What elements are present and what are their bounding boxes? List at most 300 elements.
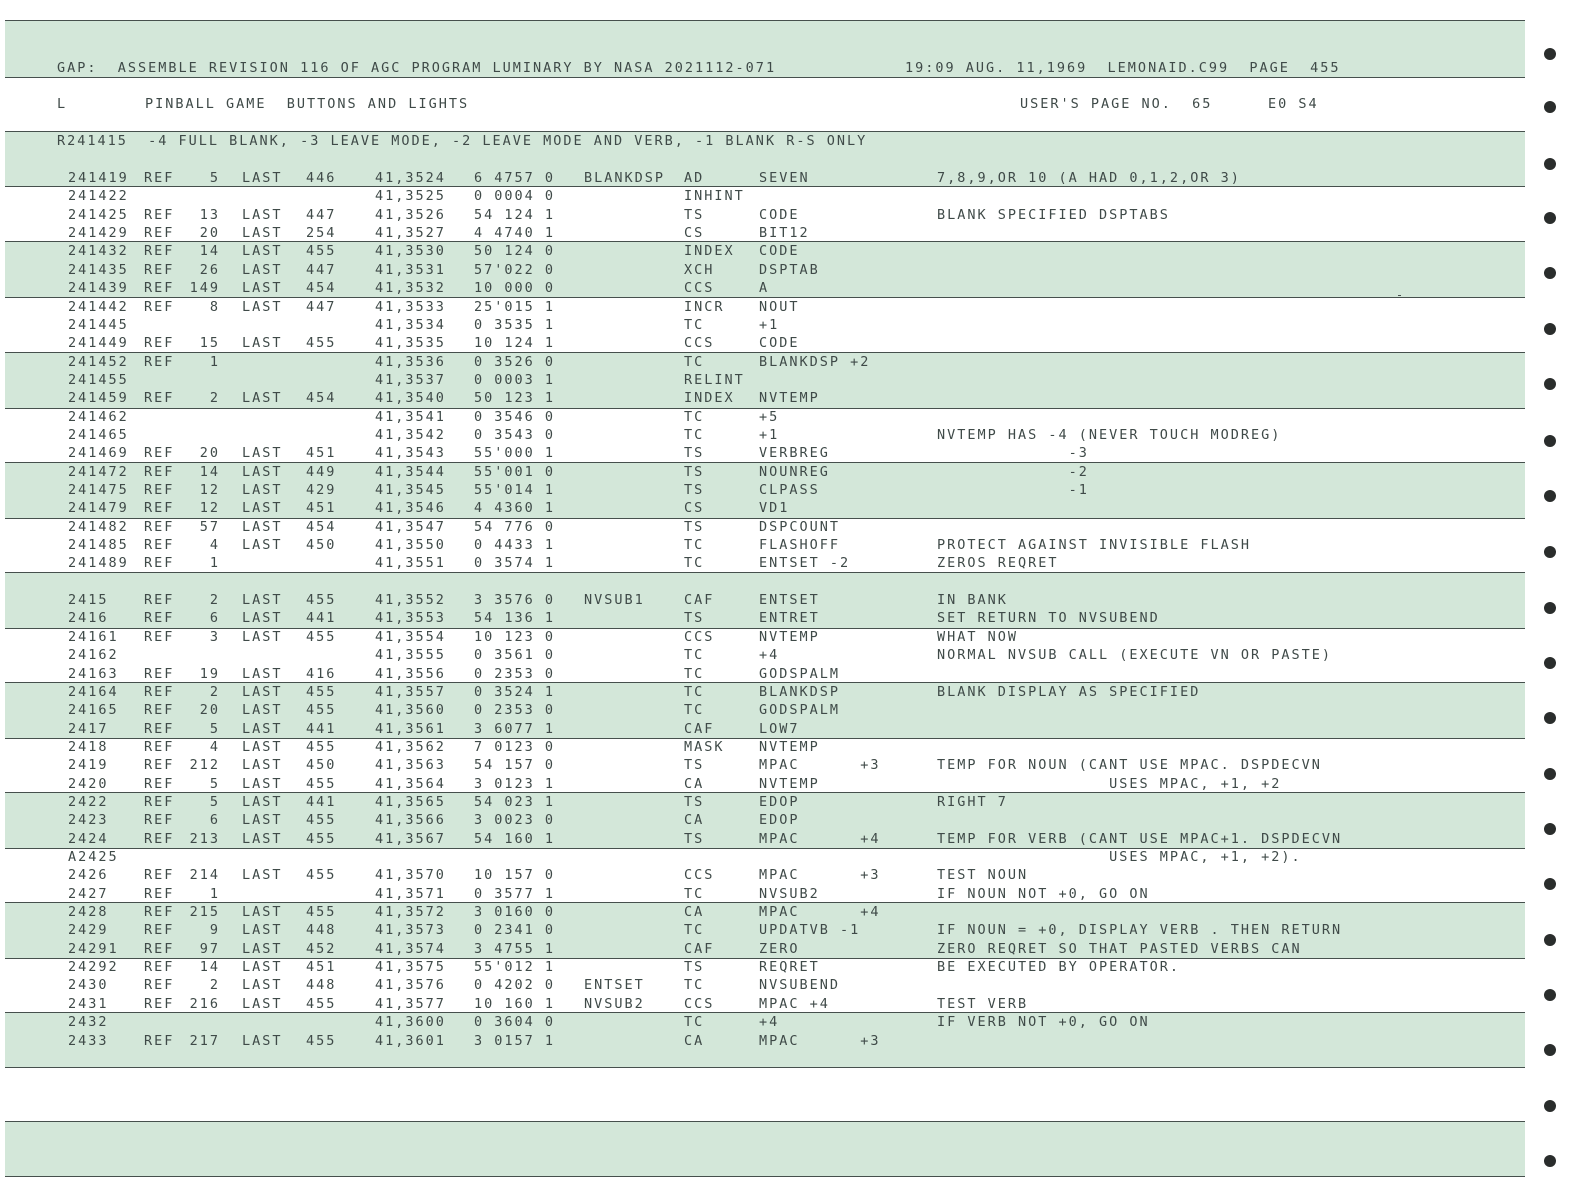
last-keyword: LAST: [242, 793, 283, 810]
address: 41,3545: [375, 482, 446, 498]
octal-word: 0 4433 1: [474, 537, 556, 553]
address: 41,3551: [375, 555, 446, 572]
listing-line: [0, 536, 1520, 554]
location: A2425: [68, 849, 119, 865]
opcode: TC: [684, 353, 705, 370]
octal-word: 0 3526 0: [474, 353, 556, 370]
address: 41,3536: [375, 353, 446, 370]
comment: NORMAL NVSUB CALL (EXECUTE VN OR PASTE): [937, 647, 1332, 664]
last-keyword: LAST: [242, 977, 283, 994]
operand: DSPTAB: [759, 261, 820, 278]
octal-word: 54 160 1: [474, 830, 556, 847]
ref-keyword: REF: [144, 977, 175, 994]
comment: BE EXECUTED BY OPERATOR.: [937, 959, 1181, 976]
operand: EDOP: [759, 812, 800, 829]
listing-line: [0, 353, 1520, 371]
comment: -1: [937, 482, 1089, 498]
octal-word: 3 0157 1: [474, 1032, 556, 1049]
last-page: 455: [306, 738, 337, 755]
location: 2429: [68, 922, 109, 939]
feed-hole: [1544, 602, 1556, 614]
ref-keyword: REF: [144, 500, 175, 517]
address: 41,3543: [375, 445, 446, 462]
opcode: CA: [684, 812, 705, 829]
last-keyword: LAST: [242, 518, 283, 535]
last-keyword: LAST: [242, 702, 283, 719]
comment: IF NOUN = +0, DISPLAY VERB . THEN RETURN: [937, 922, 1343, 939]
octal-word: 0 3604 0: [474, 1014, 556, 1031]
last-page: 450: [306, 537, 337, 553]
stray-mark: [1398, 295, 1401, 296]
address: 41,3531: [375, 261, 446, 278]
last-page: 455: [306, 904, 337, 920]
feed-hole: [1544, 546, 1556, 558]
operand: SEVEN: [759, 170, 810, 186]
feed-hole: [1544, 1044, 1556, 1056]
address: 41,3572: [375, 904, 446, 920]
address: 41,3566: [375, 812, 446, 829]
location: 241462: [68, 408, 129, 425]
comment: SET RETURN TO NVSUBEND: [937, 610, 1160, 627]
last-page: 455: [306, 775, 337, 792]
feed-hole: [1544, 101, 1556, 113]
last-keyword: LAST: [242, 445, 283, 462]
comment: IN BANK: [937, 592, 1008, 608]
operand: +4: [759, 1014, 780, 1031]
operand: GODSPALM: [759, 702, 841, 719]
last-keyword: LAST: [242, 995, 283, 1012]
last-keyword: LAST: [242, 592, 283, 608]
octal-word: 55'001 0: [474, 463, 556, 480]
location: 241459: [68, 390, 129, 407]
octal-word: 25'015 1: [474, 298, 556, 315]
listing-line: [0, 426, 1520, 444]
ref-count: 5: [209, 793, 220, 810]
octal-word: 0 0004 0: [474, 188, 556, 205]
address: 41,3600: [375, 1014, 446, 1031]
ref-count: 14: [199, 959, 220, 976]
last-page: 455: [306, 702, 337, 719]
last-page: 451: [306, 445, 337, 462]
listing-line: [0, 683, 1520, 701]
ref-count: 2: [209, 977, 220, 994]
opcode: INHINT: [684, 188, 745, 205]
address: 41,3535: [375, 335, 446, 352]
ref-count: 216: [189, 995, 220, 1012]
last-keyword: LAST: [242, 261, 283, 278]
address: 41,3574: [375, 940, 446, 957]
listing-line: [0, 444, 1520, 462]
listing-line: [0, 463, 1520, 481]
operand: REQRET: [759, 959, 820, 976]
last-page: 448: [306, 977, 337, 994]
location: 2420: [68, 775, 109, 792]
address: 41,3555: [375, 647, 446, 664]
ref-count: 5: [209, 775, 220, 792]
ref-keyword: REF: [144, 885, 175, 902]
octal-word: 54 023 1: [474, 793, 556, 810]
last-keyword: LAST: [242, 775, 283, 792]
last-page: 447: [306, 298, 337, 315]
header-right: 19:09 AUG. 11,1969 LEMONAID.C99 PAGE 455: [905, 60, 1341, 76]
octal-word: 10 000 0: [474, 280, 556, 297]
feed-hole: [1544, 158, 1556, 170]
ref-count: 1: [209, 885, 220, 902]
octal-word: 54 124 1: [474, 206, 556, 223]
listing-line: [0, 573, 1520, 591]
ref-keyword: REF: [144, 904, 175, 920]
feed-hole: [1544, 212, 1556, 224]
location: 241435: [68, 261, 129, 278]
ref-count: 20: [199, 702, 220, 719]
last-page: 447: [306, 261, 337, 278]
opcode: TC: [684, 922, 705, 939]
ref-keyword: REF: [144, 793, 175, 810]
ref-keyword: REF: [144, 261, 175, 278]
ref-count: 214: [189, 867, 220, 884]
ref-keyword: REF: [144, 867, 175, 884]
listing-line: [0, 830, 1520, 848]
opcode: TS: [684, 830, 705, 847]
octal-word: 0 3535 1: [474, 316, 556, 333]
ref-keyword: REF: [144, 775, 175, 792]
address: 41,3552: [375, 592, 446, 608]
octal-word: 57'022 0: [474, 261, 556, 278]
opcode: CCS: [684, 628, 715, 645]
operand: ZERO: [759, 940, 800, 957]
operand: MPAC +4: [759, 830, 881, 847]
feed-hole: [1544, 768, 1556, 780]
ref-keyword: REF: [144, 280, 175, 297]
last-page: 449: [306, 463, 337, 480]
listing-line: [0, 646, 1520, 664]
subheader-flag: L: [57, 96, 68, 112]
last-page: 455: [306, 243, 337, 260]
comment: TEMP FOR VERB (CANT USE MPAC+1. DSPDECVN: [937, 830, 1343, 847]
ref-keyword: REF: [144, 353, 175, 370]
comment: USES MPAC, +1, +2: [937, 775, 1282, 792]
octal-word: 3 0123 1: [474, 775, 556, 792]
address: 41,3557: [375, 683, 446, 700]
last-keyword: LAST: [242, 280, 283, 297]
listing-line: [0, 940, 1520, 958]
octal-word: 0 2353 0: [474, 702, 556, 719]
opcode: CS: [684, 500, 705, 517]
comment: TEMP FOR NOUN (CANT USE MPAC. DSPDECVN: [937, 757, 1322, 774]
last-page: 455: [306, 867, 337, 884]
ref-count: 13: [199, 206, 220, 223]
ref-count: 215: [189, 904, 220, 920]
operand: NVSUBEND: [759, 977, 841, 994]
ref-keyword: REF: [144, 702, 175, 719]
address: 41,3547: [375, 518, 446, 535]
address: 41,3527: [375, 225, 446, 242]
opcode: TS: [684, 793, 705, 810]
location: 241489: [68, 555, 129, 572]
operand: CLPASS: [759, 482, 820, 498]
listing-line: [0, 720, 1520, 738]
location: 2432: [68, 1014, 109, 1031]
listing-line: [0, 1013, 1520, 1031]
location: 2422: [68, 793, 109, 810]
listing-line: [0, 793, 1520, 811]
ref-count: 2: [209, 592, 220, 608]
address: 41,3573: [375, 922, 446, 939]
operand: BLANKDSP: [759, 683, 841, 700]
feed-hole: [1544, 823, 1556, 835]
opcode: INDEX: [684, 390, 735, 407]
opcode: TS: [684, 610, 705, 627]
opcode: XCH: [684, 261, 715, 278]
operand: VERBREG: [759, 445, 830, 462]
ref-count: 14: [199, 463, 220, 480]
ref-keyword: REF: [144, 940, 175, 957]
operand: NVTEMP: [759, 738, 820, 755]
operand: +4: [759, 647, 780, 664]
ref-count: 212: [189, 757, 220, 774]
octal-word: 0 3561 0: [474, 647, 556, 664]
ref-count: 57: [199, 518, 220, 535]
listing-line: [0, 976, 1520, 994]
operand: DSPCOUNT: [759, 518, 841, 535]
comment: TEST VERB: [937, 995, 1029, 1012]
listing-line: [0, 628, 1520, 646]
location: 241419: [68, 170, 129, 186]
operand: A: [759, 280, 770, 297]
operand: BLANKDSP +2: [759, 353, 871, 370]
feed-hole: [1544, 435, 1556, 447]
listing-line: [0, 609, 1520, 627]
opcode: MASK: [684, 738, 725, 755]
octal-word: 0 3543 0: [474, 426, 556, 443]
octal-word: 10 124 1: [474, 335, 556, 352]
location: 241465: [68, 426, 129, 443]
ref-count: 6: [209, 812, 220, 829]
octal-word: 6 4757 0: [474, 170, 556, 186]
location: 241472: [68, 463, 129, 480]
listing-line: [0, 885, 1520, 903]
opcode: TC: [684, 537, 705, 553]
last-page: 441: [306, 720, 337, 737]
ref-count: 15: [199, 335, 220, 352]
opcode: CAF: [684, 720, 715, 737]
rule: [5, 77, 1525, 78]
octal-word: 10 123 0: [474, 628, 556, 645]
feed-hole: [1544, 878, 1556, 890]
ref-keyword: REF: [144, 390, 175, 407]
listing-line: [0, 738, 1520, 756]
operand: MPAC +3: [759, 757, 881, 774]
location: 24161: [68, 628, 119, 645]
location: 241479: [68, 500, 129, 517]
address: 41,3550: [375, 537, 446, 553]
listing-line: [0, 408, 1520, 426]
ref-keyword: REF: [144, 610, 175, 627]
intro-line: R241415 -4 FULL BLANK, -3 LEAVE MODE, -2 LEAVE MODE AND VERB, -1 BLANK R-S ONLY: [57, 133, 868, 149]
location: 241475: [68, 482, 129, 498]
location: 241429: [68, 225, 129, 242]
ref-keyword: REF: [144, 482, 175, 498]
label: NVSUB1: [584, 592, 645, 608]
ref-count: 97: [199, 940, 220, 957]
address: 41,3533: [375, 298, 446, 315]
location: 2426: [68, 867, 109, 884]
opcode: INDEX: [684, 243, 735, 260]
ref-count: 4: [209, 738, 220, 755]
address: 41,3546: [375, 500, 446, 517]
location: 2419: [68, 757, 109, 774]
opcode: CCS: [684, 995, 715, 1012]
location: 2431: [68, 995, 109, 1012]
last-keyword: LAST: [242, 500, 283, 517]
location: 2424: [68, 830, 109, 847]
last-page: 447: [306, 206, 337, 223]
feed-hole: [1544, 712, 1556, 724]
listing-line: [0, 775, 1520, 793]
address: 41,3577: [375, 995, 446, 1012]
opcode: TS: [684, 445, 705, 462]
opcode: INCR: [684, 298, 725, 315]
last-keyword: LAST: [242, 867, 283, 884]
address: 41,3575: [375, 959, 446, 976]
comment: WHAT NOW: [937, 628, 1019, 645]
opcode: TS: [684, 518, 705, 535]
listing-line: [0, 169, 1520, 187]
octal-word: 54 136 1: [474, 610, 556, 627]
last-page: 454: [306, 390, 337, 407]
location: 2433: [68, 1032, 109, 1049]
last-page: 455: [306, 628, 337, 645]
listing-line: [0, 665, 1520, 683]
address: 41,3561: [375, 720, 446, 737]
octal-word: 54 157 0: [474, 757, 556, 774]
listing-line: [0, 389, 1520, 407]
operand: NOUNREG: [759, 463, 830, 480]
octal-word: 4 4360 1: [474, 500, 556, 517]
opcode: CCS: [684, 280, 715, 297]
ref-count: 1: [209, 353, 220, 370]
last-keyword: LAST: [242, 335, 283, 352]
ref-keyword: REF: [144, 225, 175, 242]
ref-keyword: REF: [144, 592, 175, 608]
comment: TEST NOUN: [937, 867, 1029, 884]
octal-word: 0 3574 1: [474, 555, 556, 572]
ref-keyword: REF: [144, 959, 175, 976]
last-keyword: LAST: [242, 390, 283, 407]
ref-keyword: REF: [144, 830, 175, 847]
octal-word: 0 2353 0: [474, 665, 556, 682]
comment: RIGHT 7: [937, 793, 1008, 810]
ref-keyword: REF: [144, 995, 175, 1012]
last-page: 455: [306, 683, 337, 700]
opcode: CCS: [684, 867, 715, 884]
last-keyword: LAST: [242, 665, 283, 682]
location: 241439: [68, 280, 129, 297]
last-page: 455: [306, 995, 337, 1012]
location: 241452: [68, 353, 129, 370]
last-page: 452: [306, 940, 337, 957]
location: 24165: [68, 702, 119, 719]
listing-line: [0, 848, 1520, 866]
operand: GODSPALM: [759, 665, 841, 682]
octal-word: 0 0003 1: [474, 371, 556, 388]
last-page: 450: [306, 757, 337, 774]
address: 41,3553: [375, 610, 446, 627]
ref-count: 6: [209, 610, 220, 627]
listing-line: [0, 866, 1520, 884]
label: NVSUB2: [584, 995, 645, 1012]
octal-word: 3 0023 0: [474, 812, 556, 829]
octal-word: 4 4740 1: [474, 225, 556, 242]
last-keyword: LAST: [242, 959, 283, 976]
ref-keyword: REF: [144, 1032, 175, 1049]
location: 2428: [68, 904, 109, 920]
opcode: TC: [684, 555, 705, 572]
listing-line: [0, 371, 1520, 389]
comment: IF NOUN NOT +0, GO ON: [937, 885, 1150, 902]
operand: MPAC +4: [759, 995, 830, 1012]
listing-line: [0, 206, 1520, 224]
location: 241445: [68, 316, 129, 333]
last-keyword: LAST: [242, 830, 283, 847]
octal-word: 55'012 1: [474, 959, 556, 976]
last-page: 455: [306, 1032, 337, 1049]
listing-line: [0, 518, 1520, 536]
opcode: TS: [684, 206, 705, 223]
last-page: 416: [306, 665, 337, 682]
opcode: TC: [684, 702, 705, 719]
last-keyword: LAST: [242, 757, 283, 774]
operand: NVTEMP: [759, 628, 820, 645]
location: 241432: [68, 243, 129, 260]
operand: +1: [759, 426, 780, 443]
rule: [5, 20, 1525, 21]
octal-word: 0 4202 0: [474, 977, 556, 994]
feed-hole: [1544, 1100, 1556, 1112]
operand: BIT12: [759, 225, 810, 242]
address: 41,3560: [375, 702, 446, 719]
opcode: RELINT: [684, 371, 745, 388]
octal-word: 0 3546 0: [474, 408, 556, 425]
address: 41,3534: [375, 316, 446, 333]
opcode: AD: [684, 170, 705, 186]
listing-line: [0, 995, 1520, 1013]
comment: ZEROS REQRET: [937, 555, 1059, 572]
ref-count: 2: [209, 683, 220, 700]
operand: CODE: [759, 335, 800, 352]
listing-line: [0, 481, 1520, 499]
listing-line: [0, 958, 1520, 976]
ref-count: 12: [199, 500, 220, 517]
last-page: 441: [306, 610, 337, 627]
ref-count: 12: [199, 482, 220, 498]
ref-count: 26: [199, 261, 220, 278]
last-keyword: LAST: [242, 243, 283, 260]
octal-word: 10 157 0: [474, 867, 556, 884]
location: 24162: [68, 647, 119, 664]
operand: FLASHOFF: [759, 537, 841, 553]
comment: USES MPAC, +1, +2).: [937, 849, 1302, 865]
last-page: 454: [306, 518, 337, 535]
octal-word: 3 3576 0: [474, 592, 556, 608]
comment: BLANK SPECIFIED DSPTABS: [937, 206, 1170, 223]
location: 2430: [68, 977, 109, 994]
band: [5, 1121, 1525, 1176]
location: 241485: [68, 537, 129, 553]
comment: ZERO REQRET SO THAT PASTED VERBS CAN: [937, 940, 1302, 957]
last-keyword: LAST: [242, 170, 283, 186]
octal-word: 50 124 0: [474, 243, 556, 260]
